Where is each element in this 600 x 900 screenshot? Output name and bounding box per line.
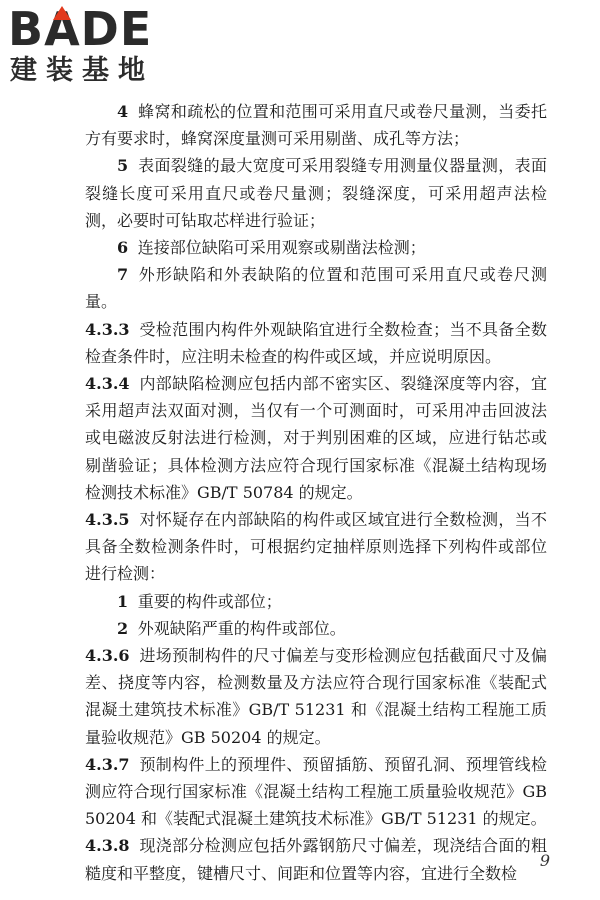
clause-number: 4.3.8: [85, 836, 130, 856]
clause-number: 7: [117, 265, 129, 285]
page-number: 9: [539, 851, 550, 870]
logo-letter-b: B: [8, 2, 45, 56]
clause-paragraph: [85, 642, 547, 751]
bade-logo: [8, 4, 183, 94]
clause-number: 4.3.4: [85, 374, 130, 394]
list-item: [85, 615, 547, 642]
logo-wordmark: [8, 4, 152, 54]
list-item: [85, 98, 547, 152]
clause-number: 1: [117, 591, 129, 611]
list-item: [85, 261, 547, 315]
list-item: [85, 588, 547, 615]
clause-text: 进场预制构件的尺寸偏差与变形检测应包括截面尺寸及偏差、挠度等内容，检测数量及方法应符合现行国家标准《装配式混凝土建筑技术标准》GB/T 51231 和《混凝土结构工程施工质量验收规范》GB 50204 的规定。: [85, 646, 547, 747]
clause-paragraph: [85, 751, 547, 833]
clause-text: 重要的构件或部位；: [137, 591, 282, 611]
clause-number: 4.3.3: [85, 319, 130, 339]
clause-text: 现浇部分检测应包括外露钢筋尺寸偏差，现浇结合面的粗糙度和平整度，键槽尺寸、间距和位置等内容，宜进行全数检: [85, 836, 547, 883]
clause-number: 5: [117, 156, 129, 176]
clause-number: 6: [117, 238, 129, 258]
clause-paragraph: [85, 832, 547, 886]
clause-text: 蜂窝和疏松的位置和范围可采用直尺或卷尺量测，当委托方有要求时，蜂窝深度量测可采用剔凿、成孔等方法；: [85, 102, 547, 149]
clause-paragraph: [85, 370, 547, 506]
clause-text: 受检范围内构件外观缺陷宜进行全数检查；当不具备全数检查条件时，应注明未检查的构件或区域，并应说明原因。: [85, 319, 547, 366]
clause-number: 4.3.5: [85, 510, 130, 530]
clause-text: 对怀疑存在内部缺陷的构件或区域宜进行全数检测，当不具备全数检测条件时，可根据约定抽样原则选择下列构件或部位进行检测：: [85, 510, 547, 584]
clause-paragraph: [85, 316, 547, 370]
logo-accent-triangle-icon: [53, 6, 71, 20]
clause-number: 4: [117, 102, 129, 121]
logo-letter-a: A: [44, 2, 81, 56]
clause-text: 连接部位缺陷可采用观察或剔凿法检测；: [137, 238, 426, 258]
clause-text: 外形缺陷和外表缺陷的位置和范围可采用直尺或卷尺测量。: [85, 265, 547, 312]
logo-subtitle: 建装基地: [10, 55, 154, 86]
list-item: [85, 152, 547, 234]
document-body: [85, 98, 547, 887]
logo-letters-de: DE: [80, 2, 153, 56]
clause-text: 表面裂缝的最大宽度可采用裂缝专用测量仪器量测，表面裂缝长度可采用直尺或卷尺量测；裂缝深度，可采用超声法检测，必要时可钻取芯样进行验证；: [85, 156, 547, 230]
clause-paragraph: [85, 506, 547, 588]
clause-number: 4.3.6: [85, 646, 130, 666]
list-item: [85, 234, 547, 261]
clause-text: 外观缺陷严重的构件或部位。: [137, 618, 346, 638]
clause-number: 4.3.7: [85, 754, 130, 774]
clause-number: 2: [117, 618, 129, 638]
clause-text: 预制构件上的预埋件、预留插筋、预留孔洞、预埋管线检测应符合现行国家标准《混凝土结构工程施工质量验收规范》GB 50204 和《装配式混凝土建筑技术标准》GB/T 51231 的规定。: [85, 754, 547, 829]
clause-text: 内部缺陷检测应包括内部不密实区、裂缝深度等内容，宜采用超声法双面对测，当仅有一个可测面时，可采用冲击回波法或电磁波反射法进行检测，对于判别困难的区域，应进行钻芯或剔凿验证；具体检测方法应符合现行国家标准《混凝土结构现场检测技术标准》GB/T 50784 的规定。: [85, 374, 547, 502]
